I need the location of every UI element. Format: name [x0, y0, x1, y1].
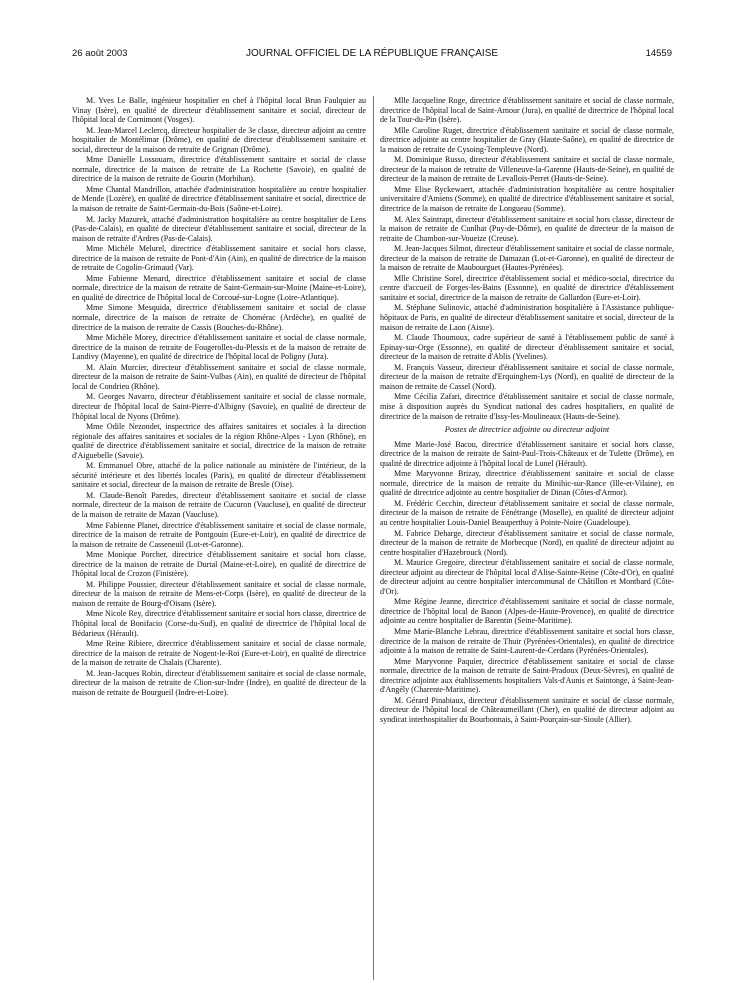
appointment-paragraph: Mme Maryvonne Paquier, directrice d'établissement sanitaire et social de classe normale, directrice de la maison de retraite de Saint-Pradoux (Deux-Sèvres), en qualité de directrice adjointe aux établissements hospitaliers Vals-d'Aunis et Saintonge, à Saint-Jean-d'Angély (Charente-Maritime). — [380, 656, 674, 695]
appointment-paragraph: Mme Michèle Melurel, directrice d'établissement sanitaire et social hors classe, directrice de la maison de retraite de Pont-d'Ain (Ain), en qualité de directrice de la maison de retraite de Cogolin-Grimaud (Var). — [72, 244, 366, 273]
appointment-paragraph: Mme Monique Porcher, directrice d'établissement sanitaire et social hors classe, directrice de la maison de retraite de Durtal (Maine-et-Loire), en qualité de directrice de l'hôpital local de Crozon (Finistère). — [72, 550, 366, 579]
appointment-paragraph: M. Emmanuel Obre, attaché de la police nationale au ministère de l'intérieur, de la sécurité intérieure et des libertés locales (Paris), en qualité de directeur d'établissement sanitaire et social, directeur de la maison de retraite de Bresle (Oise). — [72, 461, 366, 490]
appointment-paragraph: Mme Odile Nezondet, inspectrice des affaires sanitaires et sociales à la direction régionale des affaires sanitaires et sociales de la région Rhône-Alpes - Lyon (Rhône), en qualité de directrice d'établissement sanitaire et social, directrice de la maison de retraite d'Aiguebelle (Savoie). — [72, 422, 366, 460]
appointment-paragraph: Mme Michèle Morey, directrice d'établissement sanitaire et social de classe normale, directrice de la maison de retraite de Fougerolles-du-Plessis et de la maison de retraite de Landivy (Mayenne), en qualité de directrice de l'hôpital local de Poligny (Jura). — [72, 333, 366, 362]
appointment-paragraph: M. Jean-Jacques Robin, directeur d'établissement sanitaire et social de classe normale, directeur de la maison de retraite de Clion-sur-Indre (Indre), en qualité de directeur de la maison de retraite de Bourgueil (Indre-et-Loire). — [72, 668, 366, 697]
appointment-paragraph: Mme Fabienne Menard, directrice d'établissement sanitaire et social de classe normale, directrice de la maison de retraite de Saint-Germain-sur-Moine (Maine-et-Loire), en qualité de directrice de l'hôpital local de Corcoué-sur-Logne (Loire-Atlantique). — [72, 273, 366, 302]
appointment-paragraph: Mme Cécilia Zafari, directrice d'établissement sanitaire et social de classe normale, mise à disposition auprès du Syndicat national des cadres hospitaliers, en qualité de directrice de la maison de retraite d'Issy-les-Moulineaux (Hauts-de-Seine). — [380, 392, 674, 421]
appointment-paragraph: M. Stéphane Sulinovic, attaché d'administration hospitalière à l'Assistance publique-hôpitaux de Paris, en qualité de directeur d'établissement sanitaire et social, directeur de la maison de retraite de Laon (Aisne). — [380, 303, 674, 332]
appointment-paragraph: M. Philippe Poussier, directeur d'établissement sanitaire et social de classe normale, directeur de la maison de retraite de Mens-et-Corps (Isère), en qualité de directeur de la maison de retraite de Bourg-d'Oisans (Isère). — [72, 579, 366, 608]
appointment-paragraph: Mlle Caroline Ruget, directrice d'établissement sanitaire et social de classe normale, directrice adjointe au centre hospitalier de Gray (Haute-Saône), en qualité de directrice de la maison de retraite de Cysoing-Templeuve (Nord). — [380, 125, 674, 154]
appointment-paragraph: M. Fabrice Deharge, directeur d'établissement sanitaire et social de classe normale, directeur de la maison de retraite de Morbecque (Nord), en qualité de directeur adjoint au centre hospitalier d'Hazebrouck (Nord). — [380, 528, 674, 557]
appointment-paragraph: Mlle Jacqueline Roge, directrice d'établissement sanitaire et social de classe normale, directrice de l'hôpital local de Saint-Amour (Jura), en qualité de directrice de l'hôpital local de la Tour-du-Pin (Isère). — [380, 96, 674, 125]
appointment-paragraph: M. Jacky Mazurek, attaché d'administration hospitalière au centre hospitalier de Lens (Pas-de-Calais), en qualité de directeur d'établissement sanitaire et social, directeur de la maison de retraite d'Ardres (Pas-de-Calais). — [72, 214, 366, 243]
appointment-paragraph: M. Frédéric Cecchin, directeur d'établissement sanitaire et social de classe normale, directeur de la maison de retraite de Fénétrange (Moselle), en qualité de directeur adjoint au centre hospitalier Louis-Daniel Beauperthuy à Pointe-Noire (Guadeloupe). — [380, 498, 674, 527]
appointment-paragraph: M. Georges Navarro, directeur d'établissement sanitaire et social de classe normale, directeur de l'hôpital local de Saint-Pierre-d'Albigny (Savoie), en qualité de directeur de l'hôpital local de Nyons (Drôme). — [72, 392, 366, 421]
appointment-paragraph: M. Maurice Gregoire, directeur d'établissement sanitaire et social de classe normale, directeur adjoint au directeur de l'hôpital local d'Alise-Sainte-Reine (Côte-d'Or), en qualité de directeur adjoint au centre hospitalier intercommunal de Châtillon et Montbard (Côte-d'Or). — [380, 558, 674, 596]
appointment-paragraph: M. Claude-Benoît Paredes, directeur d'établissement sanitaire et social de classe normale, directeur de la maison de retraite de Cucuron (Vaucluse), en qualité de directeur de la maison de retraite de Mazan (Vaucluse). — [72, 490, 366, 519]
appointment-paragraph: M. Jean-Marcel Leclercq, directeur hospitalier de 3e classe, directeur adjoint au centre hospitalier de Montélimar (Drôme), en qualité de directeur d'établissement sanitaire et social, directeur de la maison de retraite de Grignan (Drôme). — [72, 125, 366, 154]
appointment-paragraph: Mme Reine Ribiere, directrice d'établissement sanitaire et social de classe normale, directrice de la maison de retraite de Nogent-le-Roi (Eure-et-Loir), en qualité de directrice de la maison de retraite de Chalais (Charente). — [72, 639, 366, 668]
appointment-paragraph: Mme Simone Mesquida, directrice d'établissement sanitaire et social de classe normale, directrice de la maison de retraite de Chomérac (Ardèche), en qualité de directrice de la maison de retraite de Cassis (Bouches-du-Rhône). — [72, 303, 366, 332]
page-header — [72, 48, 672, 62]
journal-title: JOURNAL OFFICIEL DE LA RÉPUBLIQUE FRANÇAISE — [245, 48, 499, 59]
appointment-paragraph: Mlle Christine Sorel, directrice d'établissement social et médico-social, directrice du centre d'accueil de Forges-les-Bains (Essonne), en qualité de directrice d'établissement sanitaire et social, directrice de la maison de retraite de Gallardon (Eure-et-Loir). — [380, 273, 674, 302]
appointment-paragraph: Mme Maryvonne Brizay, directrice d'établissement sanitaire et social de classe normale, directrice de la maison de retraite du Minihic-sur-Rance (Ille-et-Vilaine), en qualité de directrice adjointe au centre hospitalier de Dinan (Côtes-d'Armor). — [380, 469, 674, 498]
right-column — [380, 96, 674, 725]
appointment-paragraph: Mme Chantal Mandrillon, attachée d'administration hospitalière au centre hospitalier de Mende (Lozère), en qualité de directrice d'établissement sanitaire et social, directrice de la maison de retraite de Saint-Germain-du-Bois (Saône-et-Loire). — [72, 184, 366, 214]
appointment-paragraph: M. Dominique Russo, directeur d'établissement sanitaire et social de classe normale, directeur de la maison de retraite de Villeneuve-la-Garenne (Hauts-de-Seine), en qualité de directeur de la maison de retraite de Levallois-Perret (Hauts-de-Seine). — [380, 155, 674, 184]
issue-date: 26 août 2003 — [72, 48, 128, 59]
column-divider — [373, 96, 374, 980]
appointment-paragraph: M. Yves Le Balle, ingénieur hospitalier en chef à l'hôpital local Brun Faulquier au Vinay (Isère), en qualité de directeur d'établissement sanitaire et social, directeur de l'hôpital local de Cornimont (Vosges). — [72, 96, 366, 125]
appointment-paragraph: M. Claude Thoumoux, cadre supérieur de santé à l'établissement public de santé à Epinay-sur-Orge (Essonne), en qualité de directeur d'établissement sanitaire et social, directeur de la maison de retraite d'Ablis (Yvelines). — [380, 333, 674, 362]
appointment-paragraph: Mme Régine Jeanne, directrice d'établissement sanitaire et social de classe normale, directrice de l'hôpital local de Banon (Alpes-de-Haute-Provence), en qualité de directrice adjointe au centre hospitalier de Barentin (Seine-Maritime). — [380, 597, 674, 626]
appointment-paragraph: M. Alex Saintrapt, directeur d'établissement sanitaire et social hors classe, directeur de la maison de retraite de Cunlhat (Puy-de-Dôme), en qualité de directeur de la maison de retraite de Chambon-sur-Voueize (Creuse). — [380, 214, 674, 243]
appointment-paragraph: Mme Marie-Blanche Lebrau, directrice d'établissement sanitaire et social hors classe, directrice de la maison de retraite de Thuir (Pyrénées-Orientales), en qualité de directrice adjointe à la maison de retraite de Saint-Laurent-de-Cerdans (Pyrénées-Orientales). — [380, 626, 674, 656]
appointment-paragraph: Mme Marie-José Bacou, directrice d'établissement sanitaire et social hors classe, directrice de la maison de retraite de Saint-Paul-Trois-Châteaux et de Tulette (Drôme), en qualité de directrice adjointe à l'hôpital local de Lunel (Hérault). — [380, 439, 674, 468]
section-heading: Postes de directrice adjointe ou directeur adjoint — [444, 425, 610, 435]
page-number: 14559 — [645, 48, 672, 59]
appointment-paragraph: M. Alain Murcier, directeur d'établissement sanitaire et social de classe normale, directeur de la maison de retraite de Saint-Vulbas (Ain), en qualité de directeur de l'hôpital local de Condrieu (Rhône). — [72, 362, 366, 391]
appointment-paragraph: Mme Danielle Lossouarn, directrice d'établissement sanitaire et social de classe normale, directrice de la maison de retraite de La Rochette (Savoie), en qualité de directrice de la maison de retraite de Gourin (Morbihan). — [72, 155, 366, 184]
appointment-paragraph: M. François Vasseur, directeur d'établissement sanitaire et social de classe normale, directeur de la maison de retraite d'Erquinghem-Lys (Nord), en qualité de directeur de la maison de retraite de Cassel (Nord). — [380, 362, 674, 391]
appointment-paragraph: Mme Elise Ryckewaert, attachée d'administration hospitalière au centre hospitalier universitaire d'Amiens (Somme), en qualité de directrice d'établissement sanitaire et social, directrice de la maison de retraite de Longueau (Somme). — [380, 184, 674, 214]
appointment-paragraph: Mme Fabienne Planet, directrice d'établissement sanitaire et social de classe normale, directrice de la maison de retraite de Pontgouin (Eure-et-Loir), en qualité de directrice de la maison de retraite de Casseneuil (Lot-et-Garonne). — [72, 520, 366, 549]
appointment-paragraph: M. Gérard Pinabiaux, directeur d'établissement sanitaire et social de classe normale, directeur de l'hôpital local de Châteaumeillant (Cher), en qualité de directeur adjoint au syndicat interhospitalier du Bourbonnais, à Saint-Pourçain-sur-Sioule (Allier). — [380, 695, 674, 724]
appointment-paragraph: M. Jean-Jacques Silmot, directeur d'établissement sanitaire et social de classe normale, directeur de la maison de retraite de Damazan (Lot-et-Garonne), en qualité de directeur de la maison de retraite de Maubourguet (Hautes-Pyrénées). — [380, 244, 674, 273]
appointment-paragraph: Mme Nicole Rey, directrice d'établissement sanitaire et social hors classe, directrice de l'hôpital local de Bonifacio (Corse-du-Sud), en qualité de directrice de l'hôpital local de Bédarieux (Hérault). — [72, 609, 366, 638]
left-column — [72, 96, 366, 698]
